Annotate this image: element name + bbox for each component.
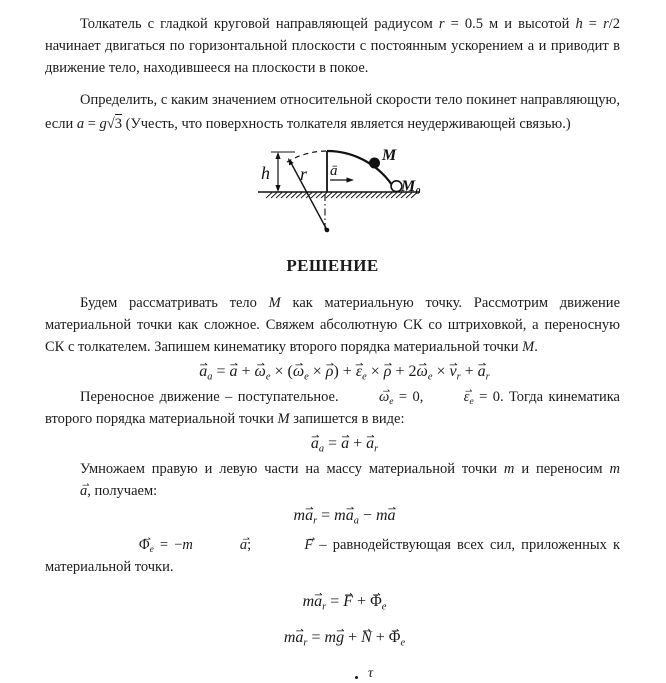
radius-arrowhead (288, 158, 294, 165)
problem-paragraph-2: Определить, с каким значением относительной скорости тело покинет направляющую, если a = g√3 (Учесть, что поверхность толкателя является неудерживающей связью.) (45, 92, 620, 132)
mechanism-figure (45, 139, 620, 236)
equation-absolute-acceleration: a $⇀_a = a$ ⇀ + ω $⇀_e \times (\omega$ $⇀_e \times \rho$ ⇀) + ε $⇀_e \times \rho$ ⇀ + 2ω $⇀_e \times v$ $⇀_r + a$ $⇀_r$ (45, 358, 620, 386)
ground-hatching (266, 193, 417, 199)
label-M: M (382, 147, 397, 164)
equation-acceleration-sum: a $⇀_a = a$ ⇀ + a $⇀_r$ (45, 430, 620, 458)
cutoff-equation-fragment (0, 666, 666, 683)
height-arrowhead-bottom (275, 185, 280, 192)
equation-forces-expanded: ma $⇀_r$ = mg ⇀ + N ⇀ + Φ $⇀_e$ (45, 624, 620, 652)
inertial-force-definition-line: Φ $⇀_e = -m$ a ⇀; F ⇀ – равнодействующая всех сил, приложенных к материальной точки. (45, 534, 620, 578)
equation-forces: ma $⇀_r = F$ ⇀ + Φ $⇀_e$ (45, 588, 620, 616)
acceleration-arrowhead (347, 177, 355, 182)
problem-paragraph-1: Толкатель с гладкой круговой направляющей радиусом r = 0.5 м и высотой h = r/2 начинает двигаться по горизонтальной плоскости с постоянным ускорением а и приводит в движение тело, находившееся на плоскости в покое. (45, 16, 620, 76)
label-a: ā (330, 163, 338, 179)
equation-fragment-arrow-dot (355, 676, 358, 679)
equation-fragment-tau: τ (368, 666, 374, 681)
body-M-dot (369, 158, 380, 169)
label-h: h (261, 163, 270, 183)
label-M0: M₀ (401, 178, 421, 195)
solution-heading: РЕШЕНИЕ (286, 256, 379, 275)
solution-paragraph-2: Переносное движение – поступательное. ω $⇀_e = 0$, ε $⇀_e = 0$. Тогда кинематика второго порядка материальной точки M запишется в виде: (45, 386, 620, 430)
document-page (0, 13, 666, 652)
solution-paragraph-1: Будем рассматривать тело M как материальную точку. Рассмотрим движение материальной точки как сложное. Свяжем абсолютную СК со штриховкой, а переносную СК с толкателем. Запишем кинематику второго порядка материальной точки M. (45, 295, 621, 355)
radius-line (290, 161, 327, 230)
mechanism-diagram (250, 139, 450, 239)
label-r: r (300, 164, 308, 184)
equation-mass-transfer: ma $⇀_r$ = ma $⇀_a$ − ma ⇀ (45, 502, 620, 530)
solution-paragraph-3: Умножаем правую и левую части на массу материальной точки m и переносим ma ⇀, получаем: (45, 458, 620, 502)
height-arrowhead-top (275, 152, 280, 159)
guide-arc-dashed-extension (287, 151, 327, 162)
